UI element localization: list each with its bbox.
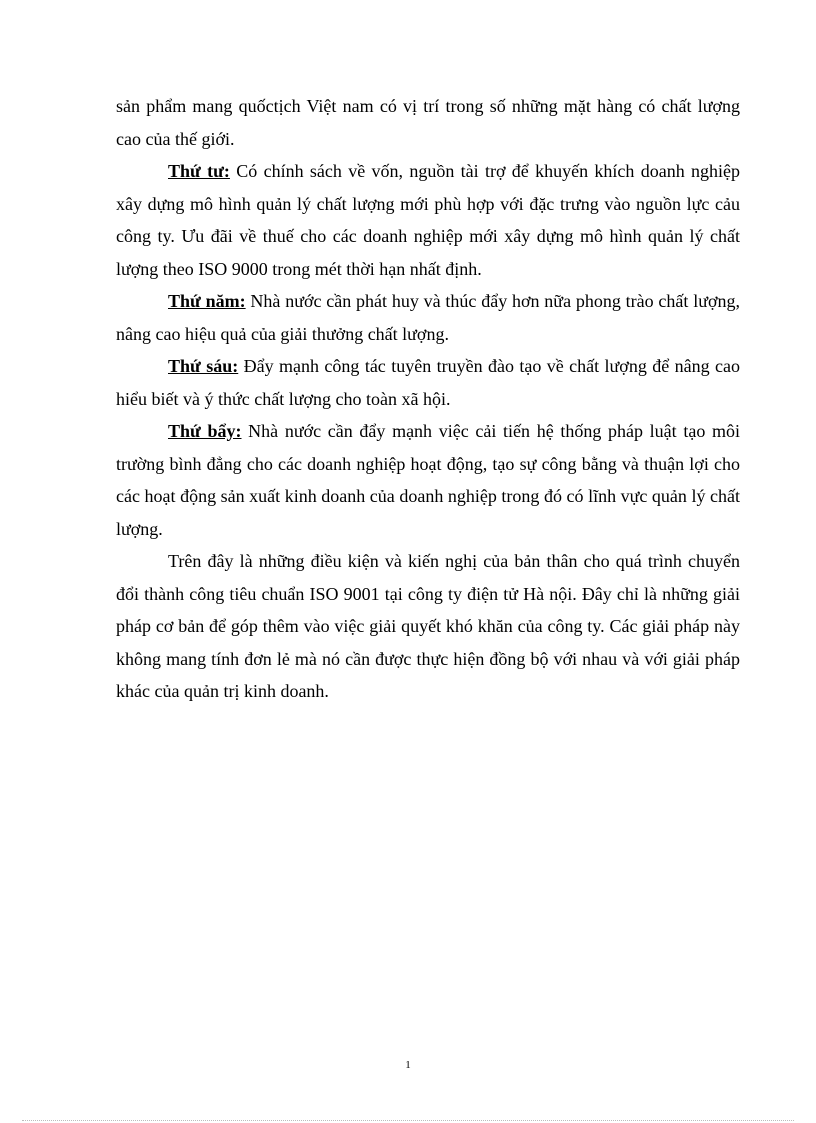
paragraph-text: Đẩy mạnh công tác tuyên truyền đào tạo về chất lượng để nâng cao hiểu biết và ý thức chất lượng cho toàn xã hội. xyxy=(116,356,740,409)
paragraph-text: Có chính sách về vốn, nguồn tài trợ để khuyến khích doanh nghiệp xây dựng mô hình quản lý chất lượng mới phù hợp với đặc trưng vào nguồn lực cảu công ty. Ưu đãi về thuế cho các doanh nghiệp mới xây dựng mô hình quản lý chất lượng theo ISO 9000 trong mét thời hạn nhất định. xyxy=(116,161,741,279)
paragraph-thu-nam xyxy=(116,285,740,350)
paragraph-thu-tu xyxy=(116,155,740,285)
document-body xyxy=(116,90,740,708)
paragraph-heading: Thứ bẩy: xyxy=(168,421,242,441)
paragraph-heading: Thứ sáu: xyxy=(168,356,239,376)
paragraph-continuation xyxy=(116,90,740,155)
paragraph-thu-bay xyxy=(116,415,740,545)
paragraph-text: Nhà nước cần đẩy mạnh việc cải tiến hệ thống pháp luật tạo môi trường bình đẳng cho các doanh nghiệp hoạt động, tạo sự công bằng và thuận lợi cho các hoạt động sản xuất kinh doanh của doanh nghiệp trong đó có lĩnh vực quản lý chất lượng. xyxy=(116,421,741,539)
paragraph-heading: Thứ tư: xyxy=(168,161,230,181)
paragraph-heading: Thứ năm: xyxy=(168,291,246,311)
paragraph-text: Nhà nước cần phát huy và thúc đẩy hơn nữa phong trào chất lượng, nâng cao hiệu quả của giải thưởng chất lượng. xyxy=(116,291,740,344)
page-number: 1 xyxy=(405,1059,411,1071)
paragraph-text: sản phẩm mang quốctịch Việt nam có vị trí trong số những mặt hàng có chất lượng cao của thế giới. xyxy=(116,96,740,149)
page-bottom-divider xyxy=(22,1120,794,1121)
paragraph-conclusion xyxy=(116,545,740,708)
paragraph-thu-sau xyxy=(116,350,740,415)
paragraph-text: Trên đây là những điều kiện và kiến nghị của bản thân cho quá trình chuyển đổi thành công tiêu chuẩn ISO 9001 tại công ty điện tử Hà nội. Đây chỉ là những giải pháp cơ bản để góp thêm vào việc giải quyết khó khăn của công ty. Các giải pháp này không mang tính đơn lẻ mà nó cần được thực hiện đồng bộ với nhau và với giải pháp khác của quản trị kinh doanh. xyxy=(116,551,740,701)
